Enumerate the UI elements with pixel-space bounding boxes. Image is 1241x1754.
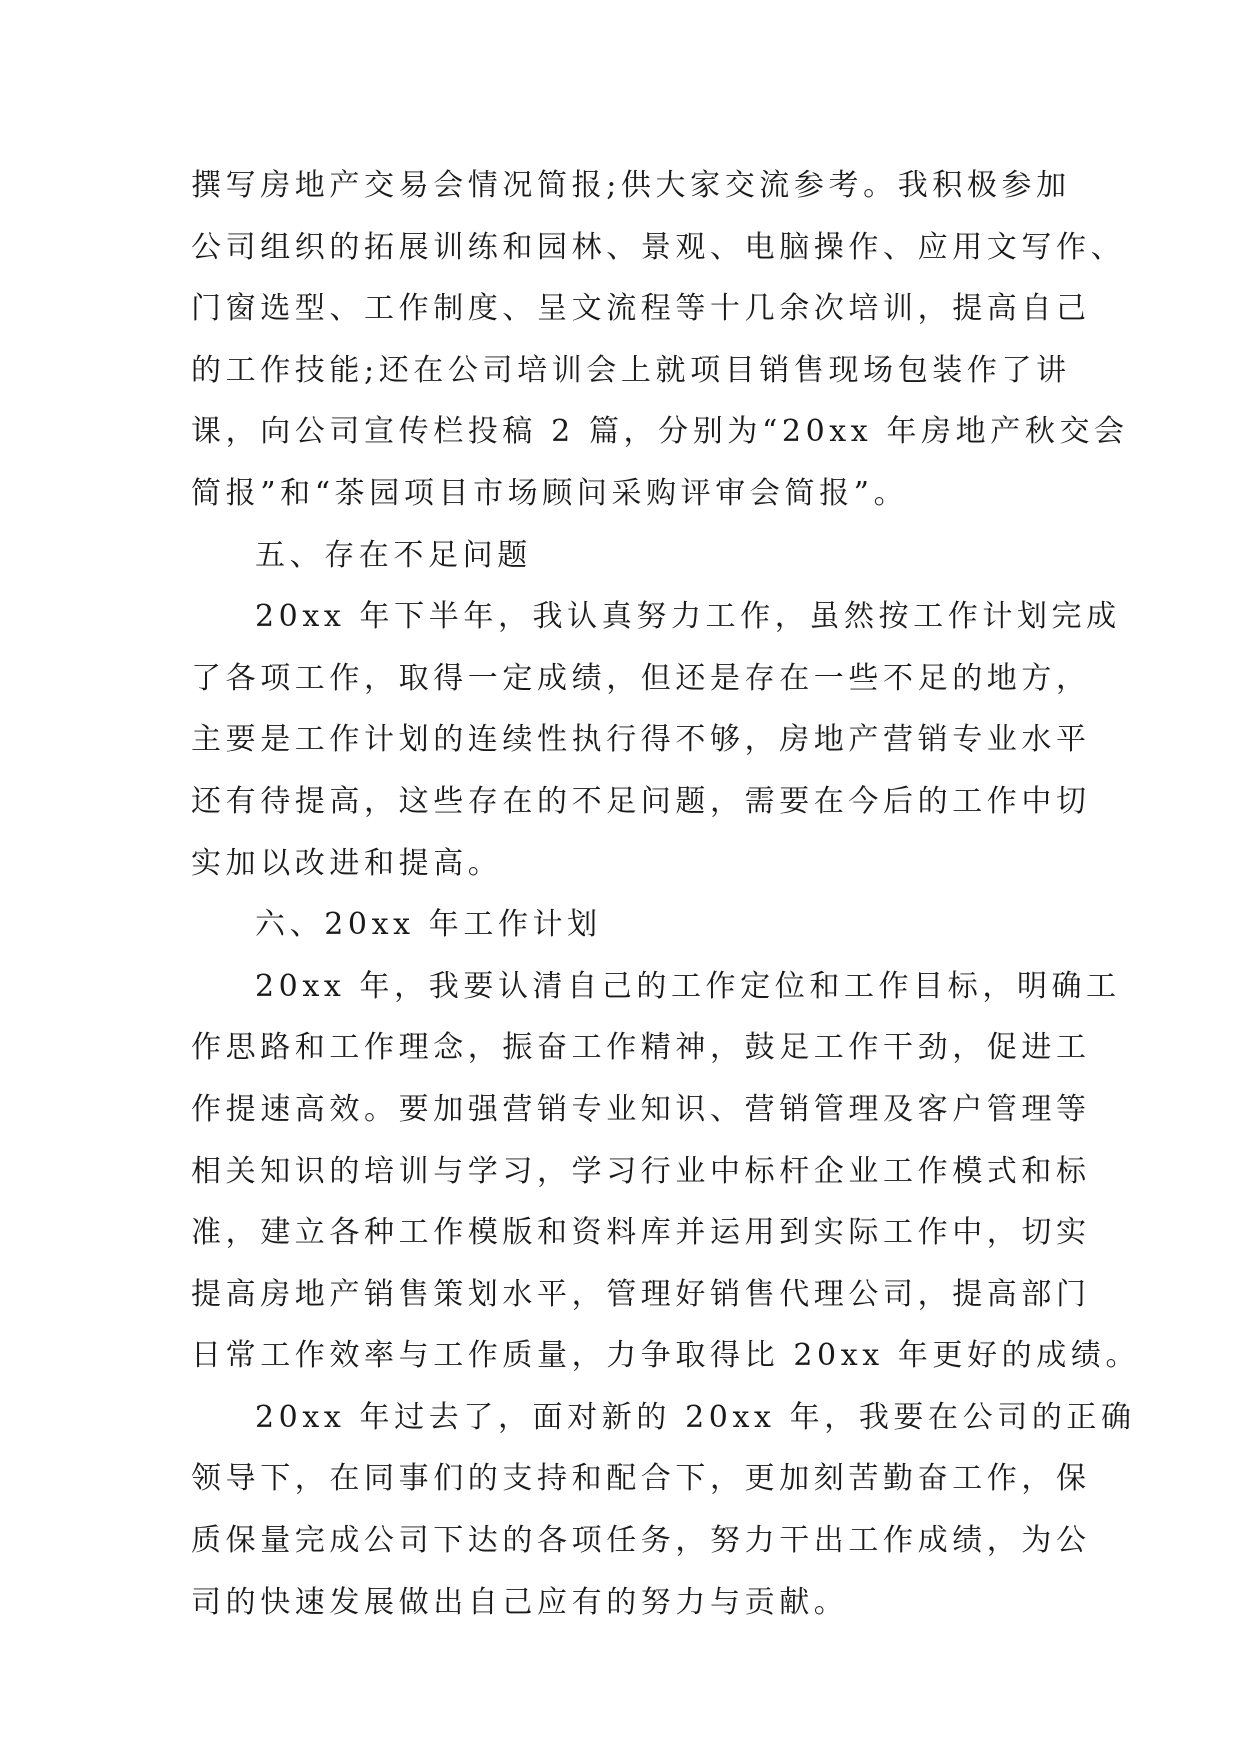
paragraph-start: 20xx 年，我要认清自己的工作定位和工作目标，明确工: [255, 968, 1121, 1004]
document-body: [191, 155, 1141, 1633]
section-heading: 六、20xx 年工作计划: [255, 907, 602, 943]
text-line: 课，向公司宣传栏投稿 2 篇，分别为“20xx 年房地产秋交会: [191, 414, 1129, 450]
text-line: 质保量完成公司下达的各项任务，努力干出工作成绩，为公: [191, 1523, 1091, 1559]
text-line: 作提速高效。要加强营销专业知识、营销管理及客户管理等: [191, 1091, 1091, 1127]
text-line: 司的快速发展做出自己应有的努力与贡献。: [191, 1584, 849, 1620]
text-line: 作思路和工作理念，振奋工作精神，鼓足工作干劲，促进工: [191, 1030, 1091, 1066]
text-line: 还有待提高，这些存在的不足问题，需要在今后的工作中切: [191, 783, 1091, 819]
text-line: 主要是工作计划的连续性执行得不够，房地产营销专业水平: [191, 722, 1091, 758]
text-line: 了各项工作，取得一定成绩，但还是存在一些不足的地方，: [191, 660, 1091, 696]
text-line: 简报”和“茶园项目市场顾问采购评审会简报”。: [191, 475, 909, 511]
text-line: 实加以改进和提高。: [191, 845, 503, 881]
text-line: 撰写房地产交易会情况简报;供大家交流参考。我积极参加: [191, 168, 1071, 203]
text-line: 领导下，在同事们的支持和配合下，更加刻苦勤奋工作，保: [191, 1461, 1091, 1497]
section-heading: 五、存在不足问题: [255, 537, 532, 573]
paragraph-start: 20xx 年下半年，我认真努力工作，虽然按工作计划完成: [255, 599, 1121, 635]
text-line: 提高房地产销售策划水平，管理好销售代理公司，提高部门: [191, 1276, 1091, 1312]
text-line: 门窗选型、工作制度、呈文流程等十几余次培训，提高自己: [191, 291, 1091, 327]
text-line: 的工作技能;还在公司培训会上就项目销售现场包装作了讲: [191, 352, 1071, 388]
paragraph-start: 20xx 年过去了，面对新的 20xx 年，我要在公司的正确: [255, 1399, 1136, 1435]
text-line: 准，建立各种工作模版和资料库并运用到实际工作中，切实: [191, 1215, 1091, 1251]
text-line: 日常工作效率与工作质量，力争取得比 20xx 年更好的成绩。: [191, 1338, 1141, 1374]
text-line: 公司组织的拓展训练和园林、景观、电脑操作、应用文写作、: [191, 229, 1126, 265]
text-line: 相关知识的培训与学习，学习行业中标杆企业工作模式和标: [191, 1153, 1091, 1189]
